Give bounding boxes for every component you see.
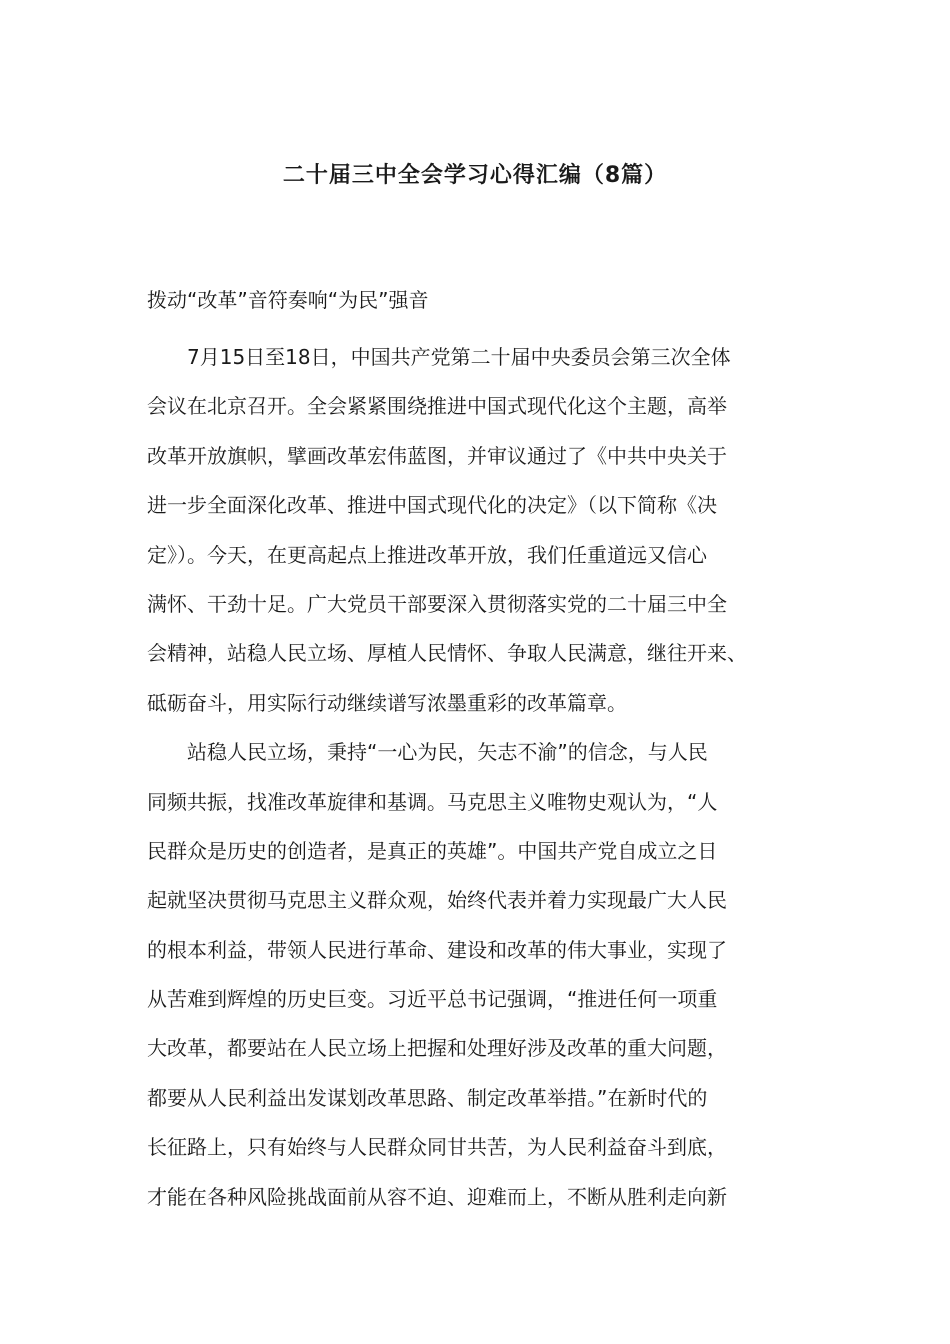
text-line: 满怀、干劲十足。广大党员干部要深入贯彻落实党的二十届三中全	[147, 591, 727, 616]
text-line: 会精神，站稳人民立场、厚植人民情怀、争取人民满意，继往开来、	[147, 641, 747, 666]
text-line: 进一步全面深化改革、推进中国式现代化的决定》（以下简称《决	[147, 493, 717, 518]
text-line: 起就坚决贯彻马克思主义群众观，始终代表并着力实现最广大人民	[147, 888, 727, 913]
text-line: 7月15日至18日，中国共产党第二十届中央委员会第三次全体	[187, 345, 731, 369]
article-subtitle: 拨动“改革”音符奏响“为民”强音	[147, 288, 429, 312]
text-line: 同频共振，找准改革旋律和基调。马克思主义唯物史观认为，“人	[147, 789, 718, 814]
text-line: 长征路上，只有始终与人民群众同甘共苦，为人民利益奋斗到底，	[147, 1135, 727, 1160]
text-line: 民群众是历史的创造者，是真正的英雄”。中国共产党自成立之日	[147, 838, 718, 863]
text-line: 都要从人民利益出发谋划改革思路、制定改革举措。”在新时代的	[147, 1085, 708, 1110]
text-line: 大改革，都要站在人民立场上把握和处理好涉及改革的重大问题，	[147, 1036, 727, 1061]
text-line: 定》）。今天，在更高起点上推进改革开放，我们任重道远又信心	[147, 542, 707, 567]
document-title: 二十届三中全会学习心得汇编（8篇）	[282, 163, 668, 188]
text-line: 站稳人民立场，秉持“一心为民，矢志不渝”的信念，与人民	[187, 740, 708, 765]
text-line: 改革开放旗帜，擘画改革宏伟蓝图，并审议通过了《中共中央关于	[147, 443, 727, 468]
text-line: 的根本利益，带领人民进行革命、建设和改革的伟大事业，实现了	[147, 937, 727, 962]
text-line: 会议在北京召开。全会紧紧围绕推进中国式现代化这个主题，高举	[147, 394, 727, 419]
article-body	[147, 333, 807, 1222]
paragraph-1	[147, 333, 807, 728]
text-line: 从苦难到辉煌的历史巨变。习近平总书记强调，“推进任何一项重	[147, 987, 718, 1012]
text-line: 才能在各种风险挑战面前从容不迫、迎难而上，不断从胜利走向新	[147, 1184, 727, 1209]
text-line: 砥砺奋斗，用实际行动继续谱写浓墨重彩的改革篇章。	[147, 690, 627, 715]
paragraph-2	[147, 728, 807, 1222]
